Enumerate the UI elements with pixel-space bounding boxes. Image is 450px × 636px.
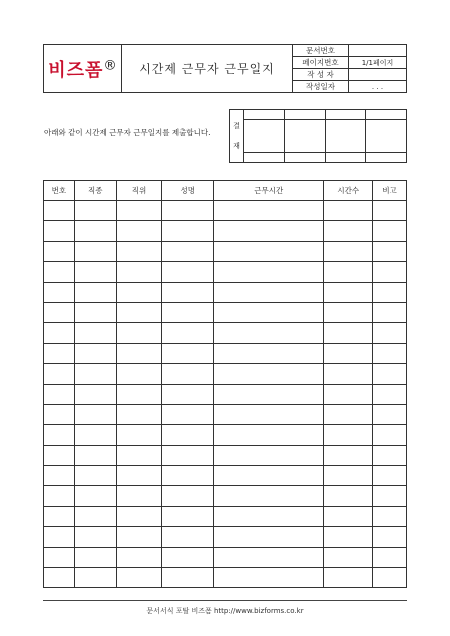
table-cell[interactable] [214,241,324,261]
table-cell[interactable] [44,221,75,241]
table-cell[interactable] [214,323,324,343]
approval-sign-cell[interactable] [325,120,366,153]
table-cell[interactable] [373,262,407,282]
table-cell[interactable] [44,201,75,221]
table-cell[interactable] [116,323,162,343]
table-cell[interactable] [116,486,162,506]
table-cell[interactable] [74,568,116,588]
page-number-value: 1/1페이지 [349,57,407,69]
table-cell[interactable] [74,384,116,404]
table-cell[interactable] [74,364,116,384]
table-cell[interactable] [74,241,116,261]
table-row [44,201,407,221]
table-cell[interactable] [116,302,162,322]
logo-text: 비즈폼 [48,59,104,81]
table-cell[interactable] [214,425,324,445]
table-cell[interactable] [373,404,407,424]
table-cell[interactable] [44,404,75,424]
table-cell[interactable] [74,486,116,506]
table-row [44,323,407,343]
table-cell[interactable] [116,343,162,363]
table-row [44,262,407,282]
table-cell[interactable] [214,506,324,526]
approval-sign-cell[interactable] [244,120,285,153]
table-cell[interactable] [162,262,214,282]
author-label: 작 성 자 [293,69,349,81]
table-cell[interactable] [74,221,116,241]
col-header-remarks: 비고 [373,181,407,201]
table-cell[interactable] [162,445,214,465]
table-cell[interactable] [44,445,75,465]
table-cell[interactable] [214,486,324,506]
table-cell[interactable] [116,568,162,588]
table-cell[interactable] [116,425,162,445]
table-cell[interactable] [373,201,407,221]
table-cell[interactable] [44,343,75,363]
table-cell[interactable] [44,323,75,343]
approval-date-cell[interactable] [366,152,407,162]
table-cell[interactable] [214,384,324,404]
table-cell[interactable] [162,302,214,322]
table-cell[interactable] [214,466,324,486]
table-cell[interactable] [214,364,324,384]
approval-title-cell[interactable] [244,110,285,120]
table-cell[interactable] [324,466,373,486]
table-cell[interactable] [44,364,75,384]
table-cell[interactable] [116,466,162,486]
approval-label-top: 결 [233,122,240,130]
table-cell[interactable] [162,568,214,588]
table-cell[interactable] [116,364,162,384]
table-cell[interactable] [373,425,407,445]
page-number-label: 페이지번호 [293,57,349,69]
table-cell[interactable] [324,404,373,424]
date-label: 작성일자 [293,81,349,93]
table-row [44,364,407,384]
table-cell[interactable] [74,343,116,363]
table-cell[interactable] [162,486,214,506]
table-cell[interactable] [44,241,75,261]
table-cell[interactable] [373,445,407,465]
intro-text: 아래와 같이 시간제 근무자 근무일지를 제출합니다. [44,128,211,137]
approval-sign-cell[interactable] [284,120,325,153]
table-cell[interactable] [373,323,407,343]
table-cell[interactable] [324,486,373,506]
table-cell[interactable] [74,404,116,424]
table-cell[interactable] [74,201,116,221]
table-cell[interactable] [44,282,75,302]
table-cell[interactable] [162,282,214,302]
table-cell[interactable] [162,547,214,567]
table-cell[interactable] [162,527,214,547]
table-cell[interactable] [162,241,214,261]
table-cell[interactable] [373,466,407,486]
table-cell[interactable] [373,343,407,363]
table-row [44,547,407,567]
col-header-number: 번호 [44,181,75,201]
table-cell[interactable] [373,241,407,261]
table-cell[interactable] [373,364,407,384]
table-cell[interactable] [162,404,214,424]
table-cell[interactable] [324,343,373,363]
table-cell[interactable] [44,506,75,526]
table-cell[interactable] [373,547,407,567]
table-cell[interactable] [162,466,214,486]
table-cell[interactable] [373,486,407,506]
table-cell[interactable] [74,547,116,567]
table-cell[interactable] [373,384,407,404]
table-cell[interactable] [116,527,162,547]
table-cell[interactable] [74,466,116,486]
table-cell[interactable] [44,547,75,567]
table-cell[interactable] [44,384,75,404]
table-cell[interactable] [74,425,116,445]
doc-number-label: 문서번호 [293,45,349,57]
table-cell[interactable] [324,323,373,343]
table-cell[interactable] [116,506,162,526]
doc-number-value[interactable] [349,45,407,57]
table-cell[interactable] [162,201,214,221]
table-cell[interactable] [373,527,407,547]
table-cell[interactable] [44,568,75,588]
table-cell[interactable] [44,425,75,445]
table-cell[interactable] [116,262,162,282]
table-cell[interactable] [214,547,324,567]
table-row [44,486,407,506]
table-cell[interactable] [74,323,116,343]
table-cell[interactable] [74,445,116,465]
table-cell[interactable] [214,262,324,282]
table-cell[interactable] [162,425,214,445]
table-row [44,425,407,445]
table-cell[interactable] [324,445,373,465]
table-row [44,343,407,363]
table-cell[interactable] [214,343,324,363]
table-cell[interactable] [214,282,324,302]
table-body [44,201,407,588]
table-row [44,445,407,465]
work-log-table [43,180,407,588]
table-cell[interactable] [324,547,373,567]
document-header [43,44,407,93]
table-cell[interactable] [214,201,324,221]
table-row [44,466,407,486]
table-cell[interactable] [214,221,324,241]
table-row [44,568,407,588]
table-cell[interactable] [116,547,162,567]
table-cell[interactable] [324,384,373,404]
table-cell[interactable] [324,262,373,282]
table-row [44,506,407,526]
registered-mark: ® [103,58,117,74]
table-cell[interactable] [116,282,162,302]
table-row [44,404,407,424]
table-cell[interactable] [373,568,407,588]
table-cell[interactable] [162,506,214,526]
table-cell[interactable] [214,445,324,465]
table-cell[interactable] [116,201,162,221]
table-cell[interactable] [373,282,407,302]
table-cell[interactable] [324,364,373,384]
table-cell[interactable] [324,527,373,547]
table-cell[interactable] [373,302,407,322]
table-row [44,384,407,404]
table-cell[interactable] [116,241,162,261]
approval-title-cell[interactable] [325,110,366,120]
table-cell[interactable] [324,241,373,261]
logo [44,45,122,93]
table-cell[interactable] [214,404,324,424]
approval-title-cell[interactable] [366,110,407,120]
approval-label [230,110,244,163]
table-cell[interactable] [116,384,162,404]
table-cell[interactable] [324,425,373,445]
table-cell[interactable] [162,221,214,241]
table-cell[interactable] [324,302,373,322]
table-cell[interactable] [74,506,116,526]
table-row [44,282,407,302]
table-cell[interactable] [324,282,373,302]
approval-date-cell[interactable] [325,152,366,162]
author-value[interactable] [349,69,407,81]
table-cell[interactable] [324,201,373,221]
table-cell[interactable] [74,527,116,547]
table-cell[interactable] [162,364,214,384]
table-row [44,527,407,547]
table-cell[interactable] [162,343,214,363]
table-row [44,302,407,322]
footer-rule [43,600,407,601]
table-cell[interactable] [44,466,75,486]
col-header-hours: 시간수 [324,181,373,201]
table-cell[interactable] [44,302,75,322]
table-cell[interactable] [373,506,407,526]
approval-box [229,109,407,163]
col-header-position: 직위 [116,181,162,201]
table-cell[interactable] [324,568,373,588]
table-cell[interactable] [116,221,162,241]
table-cell[interactable] [162,323,214,343]
table-row [44,241,407,261]
table-cell[interactable] [214,302,324,322]
table-cell[interactable] [44,262,75,282]
table-cell[interactable] [116,445,162,465]
table-cell[interactable] [44,486,75,506]
document-title: 시간제 근무자 근무일지 [122,45,293,93]
table-cell[interactable] [324,221,373,241]
approval-sign-cell[interactable] [366,120,407,153]
table-cell[interactable] [116,404,162,424]
table-cell[interactable] [44,527,75,547]
table-cell[interactable] [214,568,324,588]
table-cell[interactable] [162,384,214,404]
col-header-work-time: 근무시간 [214,181,324,201]
approval-title-cell[interactable] [284,110,325,120]
approval-label-bottom: 재 [233,142,240,150]
table-header-row [44,181,407,201]
approval-date-cell[interactable] [244,152,285,162]
footer-text: 문서서식 포탈 비즈폼 http://www.bizforms.co.kr [146,607,304,615]
table-cell[interactable] [74,282,116,302]
col-header-job-type: 직종 [74,181,116,201]
table-row [44,221,407,241]
approval-date-cell[interactable] [284,152,325,162]
table-cell[interactable] [74,302,116,322]
table-cell[interactable] [373,221,407,241]
table-cell[interactable] [74,262,116,282]
table-cell[interactable] [324,506,373,526]
col-header-name: 성명 [162,181,214,201]
table-cell[interactable] [214,527,324,547]
date-value[interactable]: . . . [349,81,407,93]
